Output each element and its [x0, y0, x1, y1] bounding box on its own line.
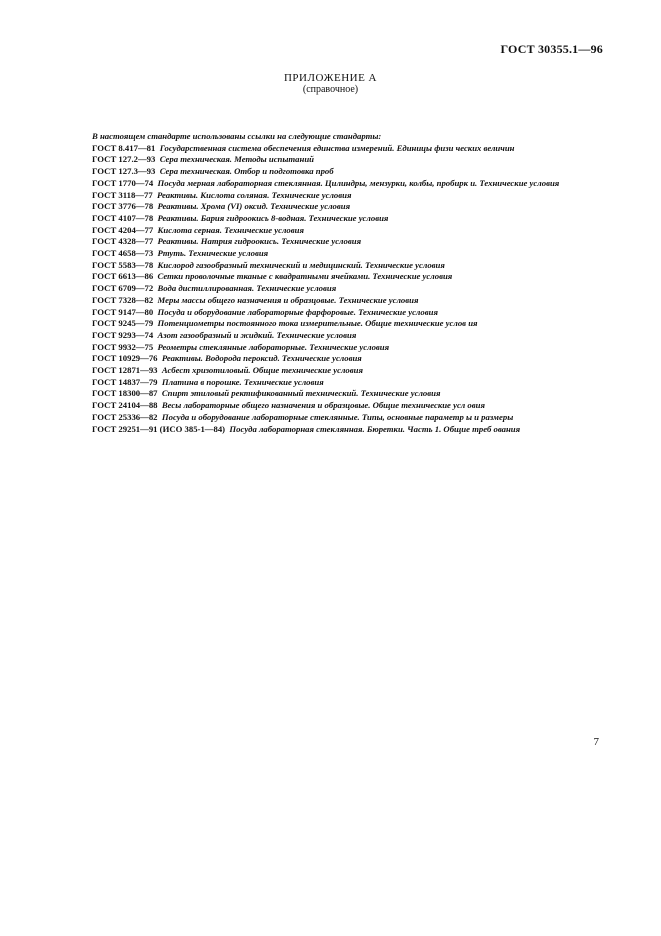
- reference-title: Меры массы общего назначения и образцовые. Технические условия: [157, 294, 419, 305]
- reference-code: ГОСТ 6613—86: [92, 271, 154, 282]
- reference-code: ГОСТ 10929—76: [92, 353, 158, 364]
- reference-code: ГОСТ 9245—79: [92, 318, 154, 329]
- reference-item: [62, 330, 607, 342]
- reference-code: ГОСТ 4658—73: [92, 248, 154, 259]
- reference-title: Весы лабораторные общего назначения и образцовые. Общие технические усл овия: [161, 400, 485, 411]
- reference-item: [62, 166, 607, 178]
- reference-code: ГОСТ 4204—77: [92, 224, 154, 235]
- reference-code: ГОСТ 9147—80: [92, 306, 154, 317]
- reference-code: ГОСТ 29251—91 (ИСО 385-1—84): [92, 423, 226, 434]
- reference-title: Кислород газообразный технический и медицинский. Технические условия: [157, 259, 445, 270]
- reference-title: Спирт этиловый ректификованный технический. Технические условия: [161, 388, 441, 399]
- reference-title: Государственная система обеспечения единства измерений. Единицы физи ческих величин: [159, 142, 515, 153]
- reference-code: ГОСТ 12871—93: [92, 365, 158, 376]
- reference-code: ГОСТ 24104—88: [92, 400, 158, 411]
- reference-title: Кислота серная. Технические условия: [157, 224, 304, 235]
- reference-code: ГОСТ 9932—75: [92, 341, 154, 352]
- reference-title: Реактивы. Хрома (VI) оксид. Технические условия: [157, 201, 351, 212]
- references-list: [62, 131, 607, 435]
- reference-code: ГОСТ 14837—79: [92, 376, 158, 387]
- reference-title: Посуда и оборудование лабораторные фарфоровые. Технические условия: [157, 306, 438, 317]
- reference-item: [62, 248, 607, 260]
- reference-title: Посуда лабораторная стеклянная. Бюретки. Часть 1. Общие треб ования: [229, 423, 521, 434]
- reference-title: Вода дистиллированная. Технические условия: [157, 283, 337, 294]
- reference-item: [62, 342, 607, 354]
- reference-title: Реактивы. Бария гидроокись 8-водная. Технические условия: [157, 212, 389, 223]
- reference-code: ГОСТ 1770—74: [92, 177, 154, 188]
- reference-code: ГОСТ 25336—82: [92, 411, 158, 422]
- reference-title: Сера техническая. Методы испытаний: [159, 154, 315, 165]
- reference-item: [62, 271, 607, 283]
- reference-item: [62, 365, 607, 377]
- reference-code: ГОСТ 4328—77: [92, 236, 154, 247]
- reference-item: [62, 260, 607, 272]
- appendix-title: ПРИЛОЖЕНИЕ А: [283, 72, 377, 84]
- reference-item: [62, 353, 607, 365]
- reference-code: ГОСТ 4107—78: [92, 212, 154, 223]
- reference-title: Сера техническая. Отбор и подготовка проб: [159, 166, 334, 177]
- reference-item: [62, 377, 607, 389]
- reference-item: [62, 236, 607, 248]
- reference-item: [62, 424, 607, 436]
- reference-title: Ртуть. Технические условия: [157, 248, 269, 259]
- reference-code: ГОСТ 127.2—93: [92, 154, 156, 165]
- reference-item: [62, 143, 607, 155]
- reference-code: ГОСТ 9293—74: [92, 329, 154, 340]
- reference-title: Реометры стеклянные лабораторные. Технические условия: [157, 341, 390, 352]
- reference-code: ГОСТ 3118—77: [92, 189, 153, 200]
- reference-item: [62, 283, 607, 295]
- reference-item: [62, 400, 607, 412]
- reference-item: [62, 225, 607, 237]
- reference-item: [62, 295, 607, 307]
- document-code: ГОСТ 30355.1—96: [500, 42, 603, 56]
- reference-code: ГОСТ 8.417—81: [92, 142, 156, 153]
- reference-title: Реактивы. Натрия гидроокись. Технические условия: [157, 236, 362, 247]
- references-intro: В настоящем стандарте использованы ссылки на следующие стандарты:: [92, 131, 382, 141]
- reference-title: Азот газообразный и жидкий. Технические условия: [157, 329, 357, 340]
- appendix-subtitle: (справочное): [302, 84, 359, 95]
- reference-title: Платина в порошке. Технические условия: [161, 376, 324, 387]
- reference-item: [62, 318, 607, 330]
- reference-code: ГОСТ 127.3—93: [92, 166, 156, 177]
- reference-code: ГОСТ 3776—78: [92, 201, 154, 212]
- reference-item: [62, 201, 607, 213]
- reference-title: Асбест хризотиловый. Общие технические условия: [161, 365, 363, 376]
- reference-code: ГОСТ 6709—72: [92, 283, 154, 294]
- reference-title: Реактивы. Водорода пероксид. Технические условия: [161, 353, 362, 364]
- reference-item: [62, 190, 607, 202]
- reference-code: ГОСТ 5583—78: [92, 259, 154, 270]
- reference-title: Потенциометры постоянного тока измерительные. Общие технические услов ия: [157, 318, 478, 329]
- reference-code: ГОСТ 7328—82: [92, 294, 154, 305]
- reference-item: [62, 307, 607, 319]
- reference-title: Сетки проволочные тканые с квадратными ячейками. Технические условия: [157, 271, 453, 282]
- page-number: 7: [593, 736, 599, 748]
- reference-item: [62, 154, 607, 166]
- reference-item: [62, 388, 607, 400]
- reference-item: [62, 412, 607, 424]
- reference-title: Посуда мерная лабораторная стеклянная. Цилиндры, мензурки, колбы, пробирк и. Технические условия: [157, 177, 560, 188]
- reference-code: ГОСТ 18300—87: [92, 388, 158, 399]
- reference-item: [62, 178, 607, 190]
- reference-title: Посуда и оборудование лабораторные стеклянные. Типы, основные параметр ы и размеры: [161, 411, 514, 422]
- reference-item: [62, 213, 607, 225]
- reference-title: Реактивы. Кислота соляная. Технические условия: [157, 189, 352, 200]
